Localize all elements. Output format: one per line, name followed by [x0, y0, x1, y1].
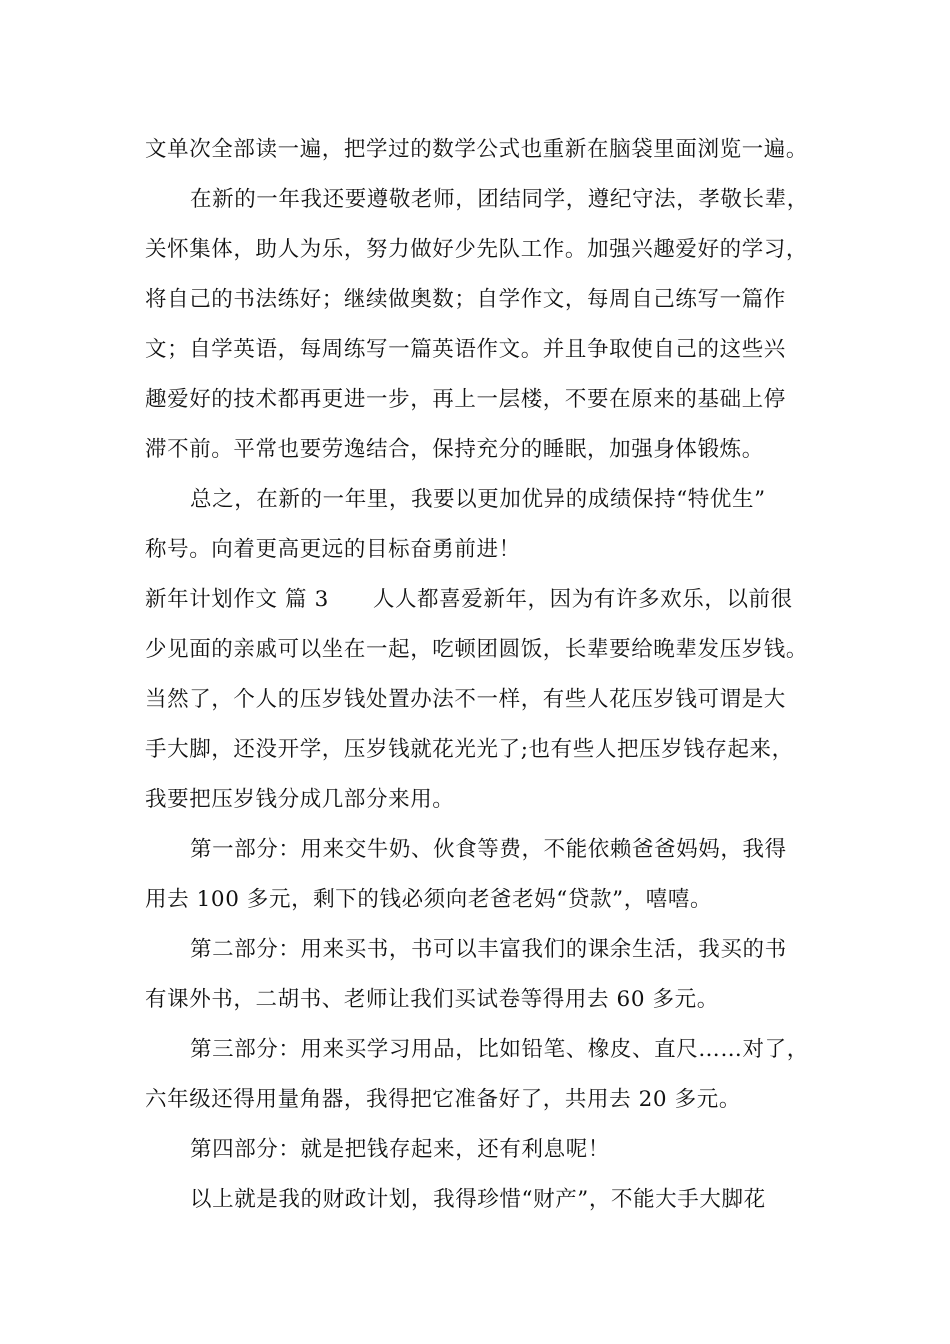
paragraph-line: 少见面的亲戚可以坐在一起，吃顿团圆饭，长辈要给晚辈发压岁钱。 — [145, 637, 809, 662]
paragraph-line: 手大脚，还没开学，压岁钱就花光光了;也有些人把压岁钱存起来， — [145, 737, 794, 762]
paragraph-line: 将自己的书法练好；继续做奥数；自学作文，每周自己练写一篇作 — [145, 287, 786, 312]
paragraph-line: 当然了，个人的压岁钱处置办法不一样，有些人花压岁钱可谓是大 — [145, 687, 786, 712]
paragraph-line: 称号。向着更高更远的目标奋勇前进！ — [145, 537, 521, 562]
paragraph-text: 人人都喜爱新年，因为有许多欢乐，以前很 — [372, 587, 793, 612]
section-heading-line — [145, 580, 825, 620]
paragraph-line: 文；自学英语，每周练写一篇英语作文。并且争取使自己的这些兴 — [145, 337, 786, 362]
paragraph-line: 第四部分：就是把钱存起来，还有利息呢！ — [190, 1137, 610, 1162]
paragraph-line: 第三部分：用来买学习用品，比如铅笔、橡皮、直尺……对了， — [190, 1037, 809, 1062]
paragraph-line: 趣爱好的技术都再更进一步，再上一层楼，不要在原来的基础上停 — [145, 387, 786, 412]
paragraph-line: 以上就是我的财政计划，我得珍惜“财产”，不能大手大脚花 — [190, 1187, 766, 1212]
paragraph-line: 第二部分：用来买书，书可以丰富我们的课余生活，我买的书 — [190, 937, 787, 962]
paragraph-line: 第一部分：用来交牛奶、伙食等费，不能依赖爸爸妈妈，我得 — [190, 837, 787, 862]
paragraph-line: 六年级还得用量角器，我得把它准备好了，共用去 20 多元。 — [145, 1087, 741, 1112]
paragraph-line: 总之，在新的一年里，我要以更加优异的成绩保持“特优生” — [190, 487, 766, 512]
paragraph-line: 文单次全部读一遍，把学过的数学公式也重新在脑袋里面浏览一遍。 — [145, 137, 809, 162]
paragraph-line: 有课外书，二胡书、老师让我们买试卷等得用去 60 多元。 — [145, 987, 719, 1012]
paragraph-line: 滞不前。平常也要劳逸结合，保持充分的睡眠，加强身体锻炼。 — [145, 437, 764, 462]
paragraph-line: 在新的一年我还要遵敬老师，团结同学，遵纪守法，孝敬长辈， — [190, 187, 809, 212]
paragraph-line: 关怀集体，助人为乐，努力做好少先队工作。加强兴趣爱好的学习， — [145, 237, 809, 262]
paragraph-line: 我要把压岁钱分成几部分来用。 — [145, 787, 455, 812]
section-heading: 新年计划作文 篇 3 — [145, 587, 329, 612]
paragraph-line: 用去 100 多元，剩下的钱必须向老爸老妈“贷款”，嘻嘻。 — [145, 887, 713, 912]
